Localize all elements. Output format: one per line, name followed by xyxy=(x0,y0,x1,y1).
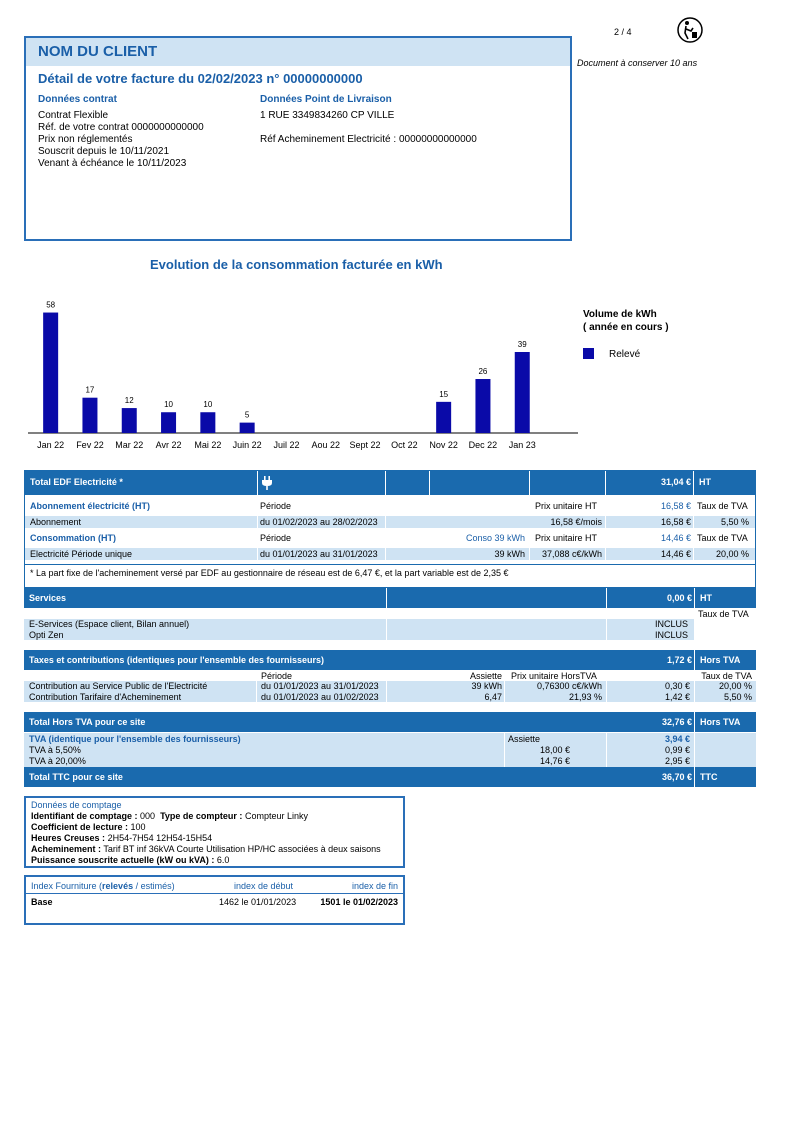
ach-value: Tarif BT inf 36kVA Courte Utilisation HP/HC associées à deux saisons xyxy=(103,844,381,854)
contract-heading: Données contrat xyxy=(38,94,117,105)
conso-row-qty: 39 kWh xyxy=(494,549,525,559)
type-label: Type de compteur : xyxy=(160,811,243,821)
tax-row-tva: 5,50 % xyxy=(723,692,752,702)
legend-title: Volume de kWh xyxy=(583,309,657,320)
total-ht-unit: Hors TVA xyxy=(700,717,741,727)
services-table xyxy=(24,588,756,642)
legend-subtitle: ( année en cours ) xyxy=(583,322,669,333)
tax-row-label: Contribution au Service Public de l'Electricité xyxy=(29,681,208,691)
totals-table xyxy=(24,712,756,786)
total-ttc-label: Total TTC pour ce site xyxy=(29,772,123,782)
conso-tva-label: Taux de TVA xyxy=(697,533,748,543)
total-ttc-unit: TTC xyxy=(700,772,718,782)
index-end: 1501 le 01/02/2023 xyxy=(320,897,398,907)
service-row-label: E-Services (Espace client, Bilan annuel) xyxy=(29,619,190,629)
ach-label: Acheminement : xyxy=(31,844,102,854)
bar xyxy=(436,402,451,433)
abo-tva-label: Taux de TVA xyxy=(697,501,748,511)
tva-base-label: Assiette xyxy=(508,734,541,744)
abo-row-period: du 01/02/2023 au 28/02/2023 xyxy=(260,517,378,527)
hc-value: 2H54-7H54 12H54-15H54 xyxy=(107,833,213,843)
x-tick-label: Jan 22 xyxy=(37,440,65,450)
conso-pu-label: Prix unitaire HT xyxy=(535,533,598,543)
conso-qty: Conso 39 kWh xyxy=(465,533,525,543)
service-row-label: Opti Zen xyxy=(29,630,64,640)
service-row-value: INCLUS xyxy=(654,630,688,640)
data-label: 10 xyxy=(164,400,174,410)
data-label: 10 xyxy=(203,400,213,410)
abo-row-pu: 16,58 €/mois xyxy=(550,517,602,527)
conso-row-period: du 01/01/2023 au 31/01/2023 xyxy=(260,549,378,559)
bar xyxy=(122,408,137,433)
conso-row-tva: 20,00 % xyxy=(715,549,749,559)
abo-row-tva: 5,50 % xyxy=(720,517,749,527)
delivery-address: 1 RUE 3349834260 CP VILLE xyxy=(260,110,395,121)
data-label: 39 xyxy=(517,340,527,349)
taxes-table xyxy=(24,650,756,704)
invoice-title: Détail de votre facture du 02/02/2023 n° 00000000000 xyxy=(38,71,363,86)
coef-label: Coefficient de lecture : xyxy=(31,822,129,832)
x-tick-label: Mar 22 xyxy=(115,440,144,450)
delivery-heading: Données Point de Livraison xyxy=(260,94,392,105)
taxes-col-period: Période xyxy=(261,671,293,681)
tva-row-label: TVA à 5,50% xyxy=(29,745,81,755)
x-tick-label: Jan 23 xyxy=(508,440,536,450)
index-start: 1462 le 01/01/2023 xyxy=(219,897,297,907)
service-row-value: INCLUS xyxy=(654,619,688,629)
services-header: Services xyxy=(29,593,67,603)
contract-line: Venant à échéance le 10/11/2023 xyxy=(38,158,187,169)
conso-label: Consommation (HT) xyxy=(30,533,116,543)
bar xyxy=(82,398,97,433)
bar xyxy=(161,412,176,433)
x-tick-label: Nov 22 xyxy=(429,440,458,450)
legend-swatch xyxy=(583,348,594,359)
taxes-col-pu: Prix unitaire HorsTVA xyxy=(511,671,597,681)
recycle-person-icon xyxy=(677,17,703,43)
tax-row-base: 6,47 xyxy=(484,692,502,702)
page-number: 2 / 4 xyxy=(614,27,632,37)
bar xyxy=(240,423,255,433)
data-label: 58 xyxy=(46,300,56,310)
taxes-unit: Hors TVA xyxy=(700,655,741,665)
index-box xyxy=(24,875,405,925)
id-value: 000 xyxy=(140,811,156,821)
taxes-col-base: Assiette xyxy=(469,671,502,681)
x-tick-label: Aou 22 xyxy=(311,440,341,450)
x-tick-label: Oct 22 xyxy=(391,440,418,450)
data-label: 17 xyxy=(85,385,95,395)
tax-row-base: 39 kWh xyxy=(471,681,502,691)
index-row-label: Base xyxy=(31,897,53,907)
x-tick-label: Sept 22 xyxy=(349,440,381,450)
chart-title: Evolution de la consommation facturée en kWh xyxy=(150,257,443,272)
elec-note: * La part fixe de l'acheminement versé par EDF au gestionnaire de réseau est de 6,47 €, et la part variable est de 2,35 € xyxy=(30,568,509,578)
x-tick-label: Fev 22 xyxy=(76,440,104,450)
index-heading: Index Fourniture (relevés / estimés) xyxy=(31,881,175,891)
conso-period-label: Période xyxy=(260,533,292,543)
comptage-box xyxy=(24,796,405,868)
tax-row-amount: 1,42 € xyxy=(664,692,690,702)
type-value: Compteur Linky xyxy=(244,811,308,821)
puis-value: 6.0 xyxy=(216,855,230,865)
abo-row-label: Abonnement xyxy=(30,517,82,527)
tax-row-amount: 0,30 € xyxy=(664,681,690,691)
conso-row-pu: 37,088 c€/kWh xyxy=(541,549,602,559)
bar xyxy=(43,313,58,433)
data-label: 5 xyxy=(244,410,250,420)
x-tick-label: Dec 22 xyxy=(468,440,498,450)
abo-period-label: Période xyxy=(260,501,292,511)
tax-row-label: Contribution Tarifaire d'Acheminement xyxy=(29,692,182,702)
taxes-header: Taxes et contributions (identiques pour l'ensemble des fournisseurs) xyxy=(29,655,325,665)
services-tva-label: Taux de TVA xyxy=(698,609,749,619)
keep-note: Document à conserver 10 ans xyxy=(577,58,698,68)
abo-amount: 16,58 € xyxy=(660,501,691,511)
bar xyxy=(475,379,490,433)
tva-row-base: 14,76 € xyxy=(539,756,570,766)
tax-row-period: du 01/01/2023 au 01/02/2023 xyxy=(261,692,379,702)
client-box xyxy=(24,36,572,241)
contract-line: Contrat Flexible xyxy=(38,110,109,121)
x-tick-label: Juil 22 xyxy=(273,440,300,450)
data-label: 15 xyxy=(439,389,449,399)
coef-value: 100 xyxy=(130,822,146,832)
tax-row-pu: 21,93 % xyxy=(568,692,602,702)
index-col-end: index de fin xyxy=(351,881,398,891)
tax-row-pu: 0,76300 c€/kWh xyxy=(536,681,602,691)
services-total: 0,00 € xyxy=(666,593,692,603)
elec-header: Total EDF Electricité * xyxy=(30,477,123,487)
delivery-ref: Réf Acheminement Electricité : 00000000000000 xyxy=(260,134,477,145)
bar xyxy=(515,352,530,433)
elec-total: 31,04 € xyxy=(660,477,691,487)
comptage-heading: Données de comptage xyxy=(31,800,122,810)
elec-table xyxy=(24,470,756,588)
tva-value: 3,94 € xyxy=(664,734,690,744)
plug-icon xyxy=(261,476,273,490)
elec-unit: HT xyxy=(699,477,711,487)
tva-row-amount: 0,99 € xyxy=(664,745,690,755)
total-ht-value: 32,76 € xyxy=(661,717,692,727)
tva-label: TVA (identique pour l'ensemble des fournisseurs) xyxy=(29,734,241,744)
conso-row-label: Electricité Période unique xyxy=(30,549,133,559)
id-label: Identifiant de comptage : xyxy=(31,811,138,821)
contract-line: Prix non réglementés xyxy=(38,134,133,145)
tva-row-amount: 2,95 € xyxy=(664,756,690,766)
services-unit: HT xyxy=(700,593,712,603)
taxes-total: 1,72 € xyxy=(666,655,692,665)
tva-row-base: 18,00 € xyxy=(539,745,570,755)
puis-label: Puissance souscrite actuelle (kW ou kVA) : xyxy=(31,855,215,865)
data-label: 12 xyxy=(124,396,134,406)
abo-pu-label: Prix unitaire HT xyxy=(535,501,598,511)
client-name: NOM DU CLIENT xyxy=(26,38,570,66)
index-col-start: index de début xyxy=(234,881,294,891)
x-tick-label: Juin 22 xyxy=(232,440,262,450)
tax-row-tva: 20,00 % xyxy=(718,681,752,691)
data-label: 26 xyxy=(478,367,488,376)
conso-amount: 14,46 € xyxy=(660,533,691,543)
conso-row-amount: 14,46 € xyxy=(660,549,691,559)
taxes-col-tva: Taux de TVA xyxy=(701,671,752,681)
legend-entry: Relevé xyxy=(609,349,641,360)
bar xyxy=(200,412,215,433)
abo-label: Abonnement électricité (HT) xyxy=(30,501,151,511)
abo-row-amount: 16,58 € xyxy=(660,517,691,527)
x-tick-label: Mai 22 xyxy=(194,440,222,450)
consumption-chart xyxy=(24,285,724,460)
contract-line: Souscrit depuis le 10/11/2021 xyxy=(38,146,170,157)
hc-label: Heures Creuses : xyxy=(31,833,106,843)
x-tick-label: Avr 22 xyxy=(155,440,182,450)
contract-line: Réf. de votre contrat 0000000000000 xyxy=(38,122,204,133)
total-ht-label: Total Hors TVA pour ce site xyxy=(29,717,146,727)
tva-row-label: TVA à 20,00% xyxy=(29,756,86,766)
total-ttc-value: 36,70 € xyxy=(661,772,692,782)
tax-row-period: du 01/01/2023 au 31/01/2023 xyxy=(261,681,379,691)
